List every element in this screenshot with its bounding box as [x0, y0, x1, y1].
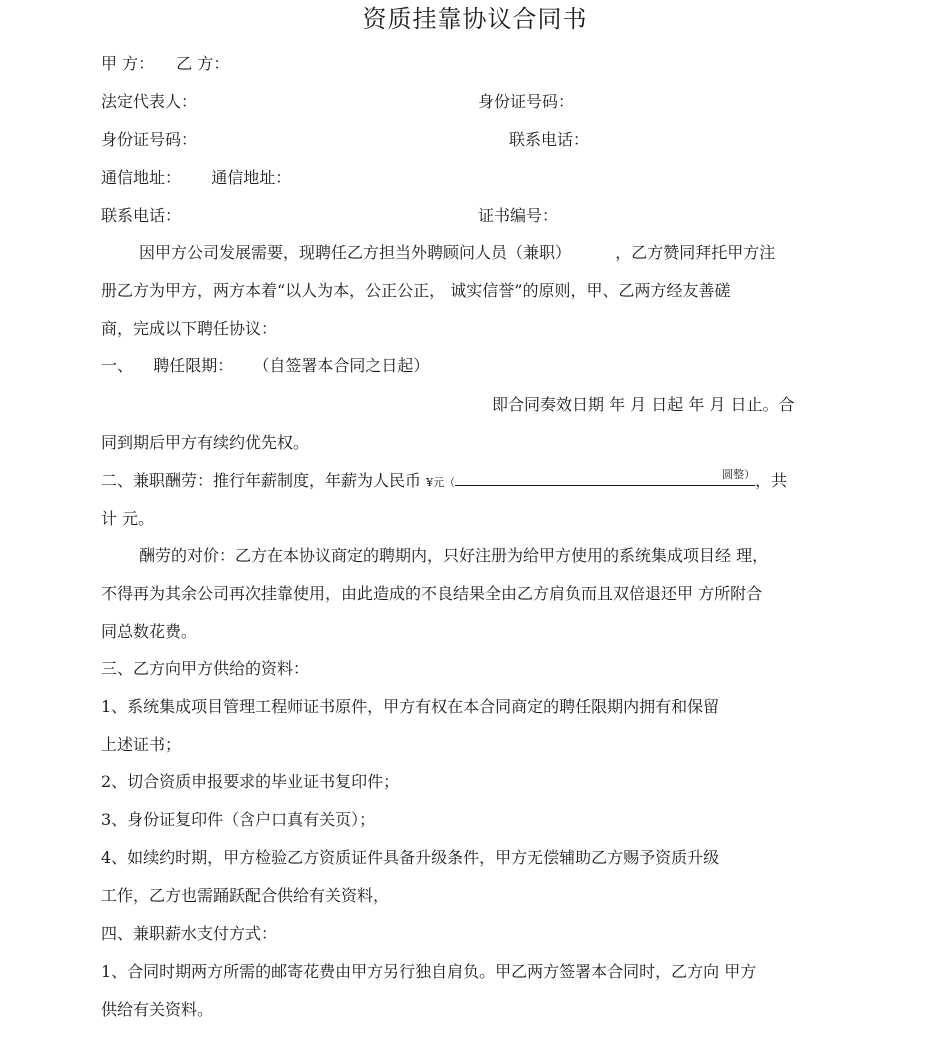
- section-1-paren: （自签署本合同之日起）: [253, 356, 430, 375]
- address-b-label: 通信地址：: [211, 168, 292, 187]
- document-title: 资质挂靠协议合同书: [362, 5, 588, 33]
- party-line: [101, 54, 229, 74]
- section-3-item-1: 1、系统集成项目管理工程师证书原件，甲方有权在本合同商定的聘任限期内拥有和保留: [101, 697, 720, 716]
- cert-number-label: 证书编号：: [478, 206, 559, 225]
- party-a-label: 甲 方：: [101, 54, 155, 73]
- section-2-heading: [101, 468, 788, 493]
- section-2-text: 二、兼职酬劳：推行年薪制度，年薪为人民币: [101, 471, 422, 490]
- intro-line-3: 商，完成以下聘任协议：: [101, 319, 278, 338]
- party-b-label: 乙 方：: [176, 54, 230, 73]
- section-3-item-3: 3、身份证复印件（含户口真有关页）；: [101, 810, 376, 829]
- section-1-number: 一、: [101, 356, 134, 375]
- section-3-item-4: 4、如续约时期，甲方检验乙方资质证件具备升级条件，甲方无偿辅助乙方赐予资质升级: [101, 848, 720, 867]
- section-4-item-1: 1、合同时期两方所需的邮寄花费由甲方另行独自肩负。甲乙两方签署本合同时，乙方向 甲方: [101, 962, 757, 981]
- amount-underline: [455, 468, 756, 486]
- section-3-item-4-cont: 工作，乙方也需踊跃配合供给有关资料，: [101, 886, 390, 905]
- id-number-label-right: 身份证号码：: [478, 92, 575, 111]
- section-4-heading: 四、兼职薪水支付方式：: [101, 924, 278, 943]
- section-1-label: 聘任限期：: [153, 356, 234, 375]
- section-2-suffix: ，共: [755, 471, 788, 490]
- section-1-heading: [101, 356, 429, 376]
- section-1-term-line: 即合同奏效日期 年 月 日起 年 月 日止。合: [492, 395, 795, 414]
- section-2-total-line: 计 元。: [101, 509, 155, 528]
- phone-label-left: 联系电话：: [101, 206, 182, 225]
- consideration-line-2: 不得再为其余公司再次挂靠使用，由此造成的不良结果全由乙方肩负而且双倍退还甲 方所附合: [101, 584, 763, 603]
- address-line: [101, 168, 291, 188]
- section-3-item-1-cont: 上述证书；: [101, 735, 182, 754]
- intro-text-1a: 因甲方公司发展需要，现聘任乙方担当外聘顾问人员（兼职）: [139, 243, 572, 262]
- round-label: 圆整）: [722, 468, 756, 481]
- id-number-label-left: 身份证号码：: [101, 130, 198, 149]
- section-3-heading: 三、乙方向甲方供给的资料：: [101, 659, 310, 678]
- section-3-item-2: 2、切合资质申报要求的毕业证书复印件；: [101, 772, 400, 791]
- intro-text-1b: ，乙方赞同拜托甲方注: [615, 243, 776, 262]
- intro-line-1: [139, 243, 775, 263]
- consideration-line-1: 酬劳的对价：乙方在本协议商定的聘期内，只好注册为给甲方使用的系统集成项目经 理，: [139, 546, 769, 565]
- currency-label: ¥元（: [426, 476, 456, 489]
- intro-line-2: 册乙方为甲方，两方本着“以人为本，公正公正， 诚实信誉”的原则，甲、乙两方经友善磋: [101, 281, 731, 300]
- phone-label-right: 联系电话：: [509, 130, 590, 149]
- section-1-renewal-line: 同到期后甲方有续约优先权。: [101, 433, 310, 452]
- section-4-item-1-cont: 供给有关资料。: [101, 1000, 214, 1019]
- consideration-line-3: 同总数花费。: [101, 622, 198, 641]
- legal-rep-label: 法定代表人：: [101, 92, 198, 111]
- address-a-label: 通信地址：: [101, 168, 182, 187]
